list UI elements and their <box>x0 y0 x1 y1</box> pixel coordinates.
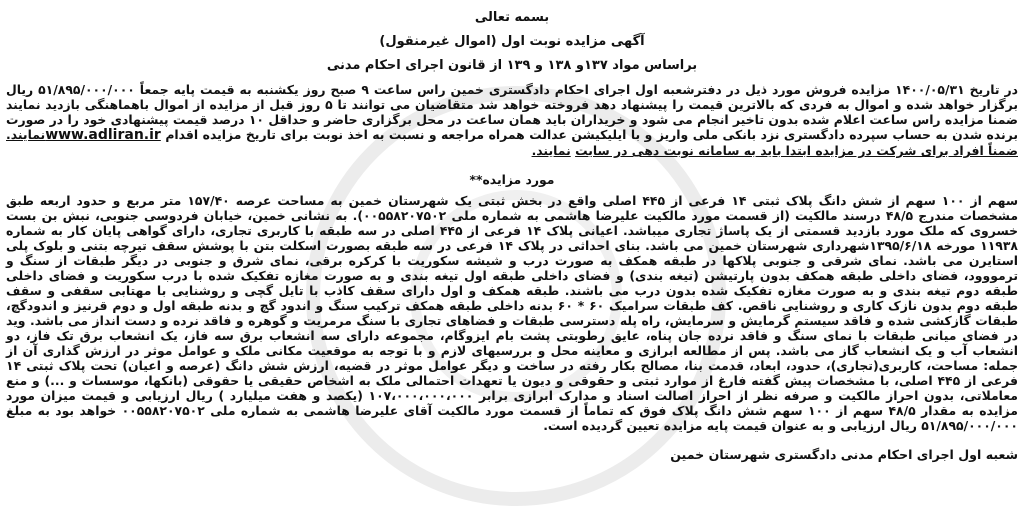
header-bismillah: بسمه تعالی <box>474 10 550 25</box>
notice-content <box>6 6 1018 462</box>
auction-notice <box>6 6 1018 522</box>
intro-text-c: نمایند. <box>531 143 571 158</box>
intro-text-b: نمایند. ضمناً افراد برای شرکت در مزایده ابتدا باید به سامانه نوبت دهی در سایت <box>6 127 1018 158</box>
website-link[interactable]: www.adliran.ir <box>45 127 161 143</box>
section-title: مورد مزایده** <box>469 172 555 187</box>
header-subtitle: براساس مواد ۱۳۷و ۱۳۸ و ۱۳۹ از قانون اجرای احکام مدنی <box>326 58 698 73</box>
header-title: آگهی مزایده نوبت اول (اموال غیرمنقول) <box>379 34 645 49</box>
body-paragraph: سهم از ۱۰۰ سهم از شش دانگ پلاک ثبتی ۱۴ فرعی از ۴۴۵ اصلی واقع در بخش ثبتی یک شهرستان خمین به مساحت عرصه ۱۵۷/۴۰ متر مربع و حدود اربعه طبق مشخصات مندرج ۴۸/۵ درسند مالکیت (از قسمت مورد مالکیت علیرضا هاشمی به شماره ملی ۰۰۵۵۸۲۰۷۵۰۲). به نشانی خمین، خیابان فردوسی جنوبی، نبش بن بست خسروی که ملک مورد بازدید قسمتی از یک پاساژ تجاری میباشد. اعیانی پلاک ۱۴ فرعی از ۴۴۵ اصلی در سه طبقه با کاربری تجاری، دارای گواهی پایان کار به شماره ۱۱۹۳۸ مورخه ۱۳۹۵/۶/۱۸شهرداری شهرستان خمین می باشد. بنای احداثی در پلاک ۱۴ فرعی در سه طبقه بصورت اسکلت بتن با پوشش سقف تیرچه بتنی و بلوک پلی استایرن می باشد. نمای شرقی و جنوبی پلاکها در طبقه همکف به صورت درب و شیشه سکوریت با کرکره برقی، نمای شرق و جنوبی در دیگر طبقات از سنگ و ترمووود، فضای داخلی طبقه همکف بدون پارتیشن (تیغه بندی) و فضای داخلی طبقه اول تیغه بندی و به صورت مغازه تفکیک شده با درب سکوریت و فضای داخلی طبقه دوم تیغه بندی و به صورت مغازه تفکیک شده بدون درب می باشند. طبقه همکف و اول دارای سقف کاذب با تایل گچی و روشنایی با مهتابی سقفی و سقف طبقه دوم بدون نازک کاری و روشنایی ناقص. کف طبقات سرامیک ۶۰ * ۶۰ بدنه داخلی طبقه همکف ترکیب سنگ و اندود گچ و بدنه طبقه اول و دوم قرنیز و اندودگچ، طبقات گازکشی شده و فاقد سیستم گرمایش و سرمایش، راه پله دسترسی طبقات و فضاهای تجاری با سنگ مرمریت و گوهره و فاقد نرده و دست انداز می باشد. وید در فضای میانی طبقات با نمای سنگ و فاقد نرده جان پناه، عایق رطوبتی پشت بام ایزوگام، مجموعه دارای سه انشعاب برق سه فاز، یک انشعاب برق تک فاز، دو انشعاب آب و یک انشعاب گاز می باشد. پس از مطالعه ابرازی و معاینه محل و بررسیهای لازم و با توجه به موقعیت مکانی ملک و عوامل موثر در ارزش گذاری آن از جمله: مساحت، کاربری(تجاری)، حدود، ابعاد، قدمت بنا، مصالح بکار رفته در ساخت و دیگر عوامل موثر در قضیه، ارزش شش دانگ (عرصه و اعیان) تحت پلاک ثبتی ۱۴ فرعی از ۴۴۵ اصلی، با مشخصات پیش گفته فارغ از موارد ثبتی و حقوقی و دیون یا تعهدات احتمالی ملک به اشخاص حقیقی یا حقوقی (بانکها، موسسات و ...) و منع معاملاتی، بدون احراز مالکیت و صرفه نظر از احراز اصالت اسناد و مدارک ابرازی برابر ۱۰۷،۰۰۰،۰۰۰،۰۰۰ (یکصد و هفت میلیارد ) ریال ارزیابی و قیمت میزان مورد مزایده به مقدار ۴۸/۵ سهم از ۱۰۰ سهم شش دانگ پلاک فوق که تماماً از قسمت مورد مالکیت آقای علیرضا هاشمی به شماره ملی ۰۰۵۵۸۲۰۷۵۰۲ خواهد بود به مبلغ ۵۱/۸۹۵/۰۰۰/۰۰۰ ریال ارزیابی و به عنوان قیمت پایه مزایده تعیین گردیده است. <box>6 193 1019 433</box>
intro-text-a: در تاریخ ۱۴۰۰/۰۵/۳۱ مزایده فروش مورد ذیل در دفترشعبه اول اجرای احکام دادگستری خمین راس ساعت ۹ صبح روز یکشنبه به قیمت پایه جمعاً ۵۱/۸۹۵/۰۰۰/۰۰۰ ریال برگزار خواهد شده و اموال به فردی که بالاترین قیمت را پیشنهاد دهد فروخته خواهد شد متقاضیان می توانند تا ۵ روز قبل از مزایده از اموال باهماهنگی بازدید نمایند ضمنا مزایده راس ساعت اعلام شده بدون تاخیر انجام می شود و خریداران باید همان ساعت در محل برگزاری حاضر و حداقل ۱۰ درصد قیمت پیشنهادی خود را در صورت برنده شدن به حساب سپرده دادگستری نزد بانکی ملی واریز و با ایلیکیشن عدالت همراه مراجعه و نسبت به اخذ نوبت برای تاریخ مزایده اقدام <box>6 82 1019 142</box>
footer-signature: شعبه اول اجرای احکام مدنی دادگستری شهرستان خمین <box>670 447 1018 462</box>
intro-paragraph <box>6 82 1018 158</box>
